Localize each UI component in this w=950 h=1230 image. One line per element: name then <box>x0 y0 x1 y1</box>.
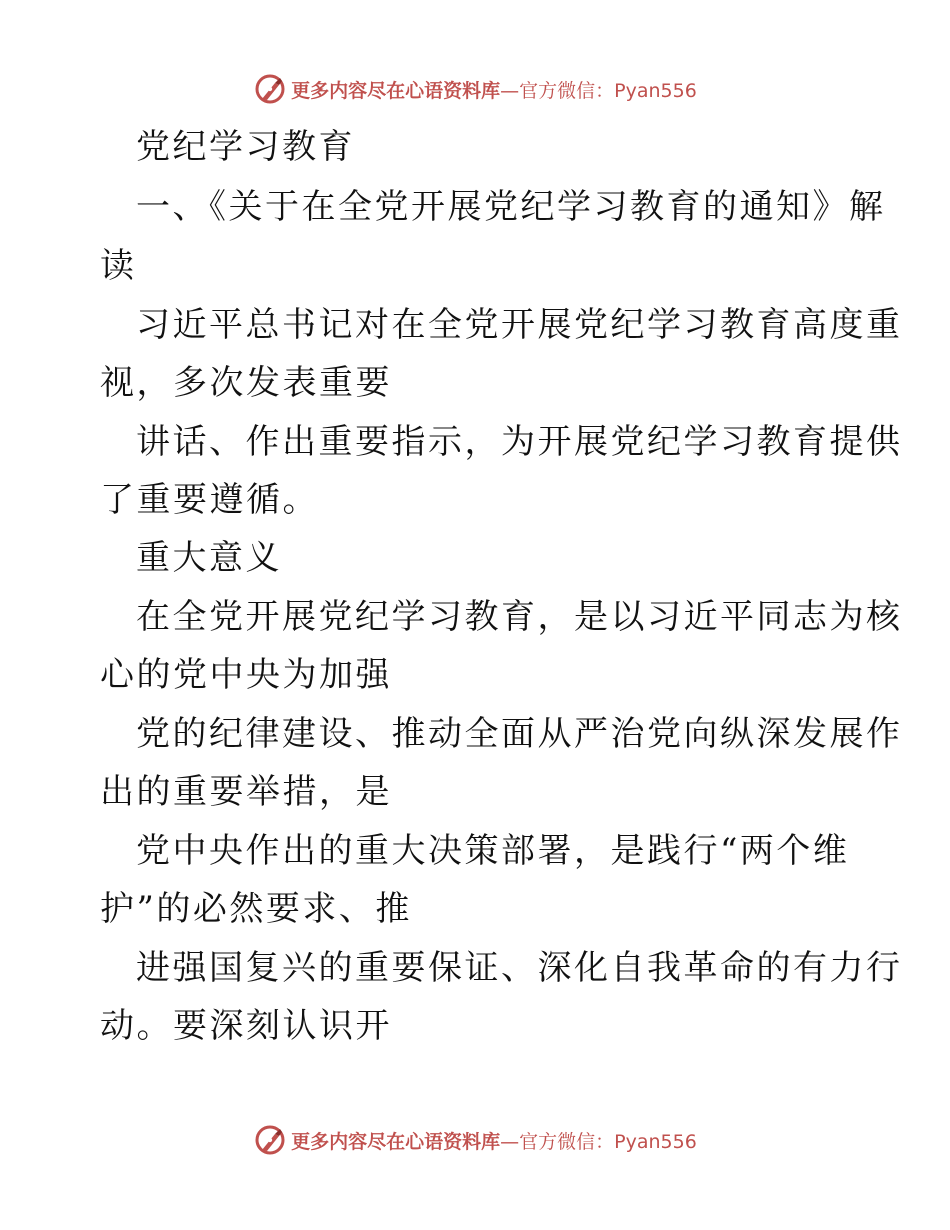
text-line: 讲话、作出重要指示，为开展党纪学习教育提供 <box>136 422 903 462</box>
text-line: 党的纪律建设、推动全面从严治党向纵深发展作 <box>136 714 903 754</box>
pen-nib-logo-icon <box>253 72 287 106</box>
watermark-brand-text: 更多内容尽在心语资料库 <box>291 1130 501 1153</box>
text-line: 出的重要举措，是 <box>100 772 392 812</box>
text-line: 习近平总书记对在全党开展党纪学习教育高度重 <box>136 305 903 345</box>
text-line: 在全党开展党纪学习教育，是以习近平同志为核 <box>136 597 903 637</box>
text-line: 了重要遵循。 <box>100 480 319 520</box>
text-line: 心的党中央为加强 <box>100 655 392 695</box>
watermark-contact-text: —官方微信：Pyan556 <box>500 79 697 102</box>
subheading: 重大意义 <box>136 538 282 578</box>
text-line: 护”的必然要求、推 <box>100 889 412 929</box>
pen-nib-logo-icon <box>253 1123 287 1157</box>
text-line: 读 <box>100 246 137 286</box>
section-heading: 一、《关于在全党开展党纪学习教育的通知》解 <box>136 187 886 227</box>
watermark-contact-text: —官方微信：Pyan556 <box>500 1130 697 1153</box>
text-line: 进强国复兴的重要保证、深化自我革命的有力行 <box>136 948 903 988</box>
text-line: 视，多次发表重要 <box>100 363 392 403</box>
text-line: 动。要深刻认识开 <box>100 1006 392 1046</box>
header-watermark <box>0 72 950 106</box>
text-line: 党中央作出的重大决策部署，是践行“两个维 <box>136 831 850 871</box>
footer-watermark <box>0 1123 950 1157</box>
watermark-brand-text: 更多内容尽在心语资料库 <box>291 79 501 102</box>
document-title: 党纪学习教育 <box>136 127 355 167</box>
